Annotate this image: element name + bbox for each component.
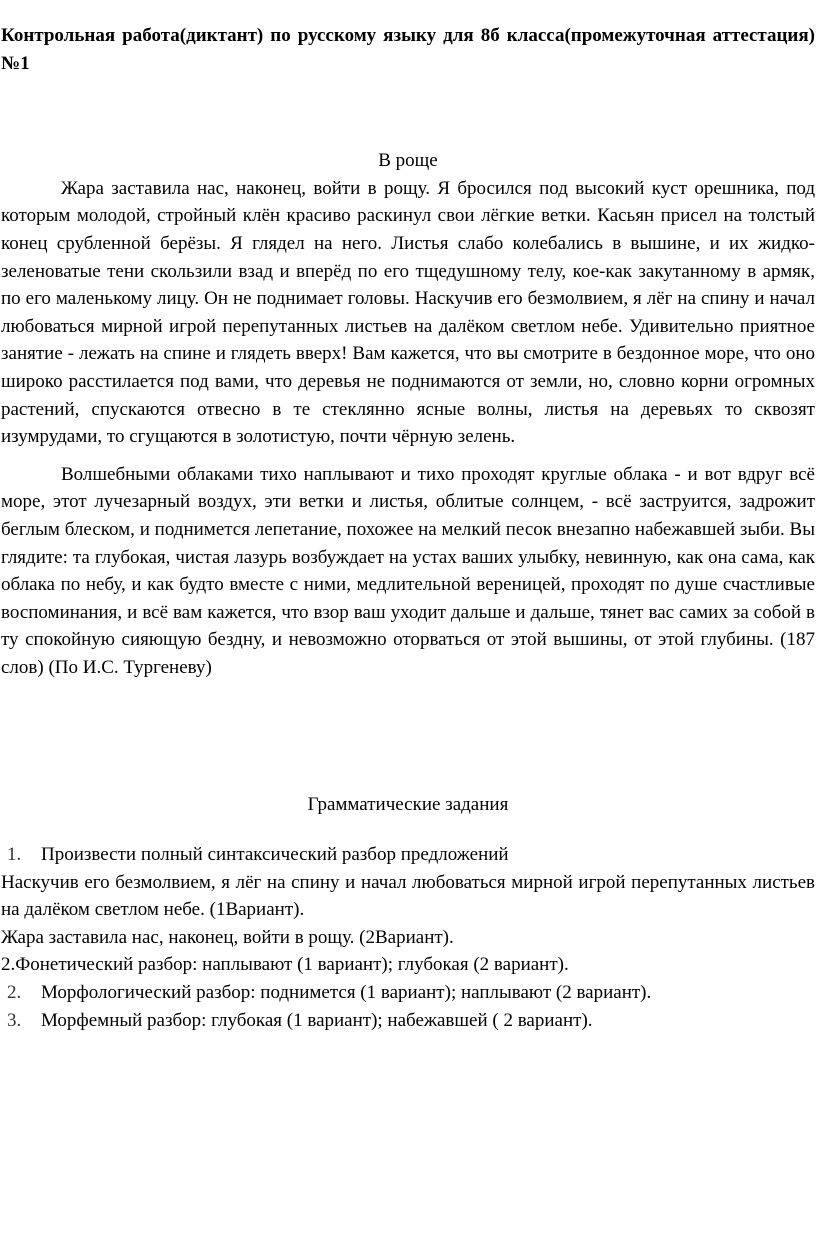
dictation-paragraph-1: Жара заставила нас, наконец, войти в рощу. Я бросился под высокий куст орешника, под которым молодой, стройный клён красиво раскинул свои лёгкие ветки. Касьян присел на толстый конец срубленной берёзы. Я глядел на него. Листья слабо колебались в вышине, и их жидко-зеленоватые тени скользили взад и вперёд по его тщедушному телу, кое-как закутанному в армяк, по его маленькому лицу. Он не поднимает головы. Наскучив его безмолвием, я лёг на спину и начал любоваться мирной игрой перепутанных листьев на далёком светлом небе. Удивительно приятное занятие - лежать на спине и глядеть вверх! Вам кажется, что вы смотрите в бездонное море, что оно широко расстилается под вами, что деревья не поднимаются от земли, но, словно корни огромных растений, спускаются отвесно в те стеклянно ясные волны, листья на деревьях то сквозят изумрудами, то сгущаются в золотистую, почти чёрную зелень. bbox=[1, 177, 815, 448]
dictation-paragraph-2: Волшебными облаками тихо наплывают и тихо проходят круглые облака - и вот вдруг всё море, этот лучезарный воздух, эти ветки и листья, облитые солнцем, - всё заструится, задрожит беглым блеском, и поднимется лепетание, похожее на мелкий песок внезапно набежавшей зыби. Вы глядите: та глубокая, чистая лазурь возбуждает на устах ваших улыбку, невинную, как она сама, как облака по небу, и как будто вместе с ними, медлительной вереницей, проходят по душе счастливые воспоминания, и всё вам кажется, что взор ваш уходит дальше и дальше, тянет вас самих за собой в ту спокойную сияющую бездну, и невозможно оторваться от этой вышины, от этой глубины. (187 слов) (По И.С. Тургеневу) bbox=[1, 463, 815, 678]
dictation-title: В роще bbox=[378, 150, 438, 172]
task-number: 2. bbox=[7, 982, 22, 1004]
document-heading: Контрольная работа(диктант) по русскому языку для 8б класса(промежуточная аттестация) №1 bbox=[1, 25, 815, 74]
task-sentence-variant-2: Жара заставила нас, наконец, войти в рощу. (2Вариант). bbox=[1, 926, 454, 948]
task-item-morphological bbox=[1, 979, 815, 1007]
task-item-morphemic bbox=[1, 1007, 815, 1035]
task-sentence-variant-1: Наскучив его безмолвием, я лёг на спину и начал любоваться мирной игрой перепутанных листьев на далёком светлом небе. (1Вариант). bbox=[1, 871, 815, 921]
grammar-tasks-title: Грамматические задания bbox=[307, 794, 509, 816]
task-text: Морфемный разбор: глубокая (1 вариант); набежавшей ( 2 вариант). bbox=[41, 1009, 593, 1031]
task-number: 1. bbox=[7, 844, 22, 866]
task-item-phonetic: 2.Фонетический разбор: наплывают (1 вариант); глубокая (2 вариант). bbox=[1, 954, 569, 976]
task-item-syntax bbox=[1, 841, 815, 869]
task-text: Произвести полный синтаксический разбор предложений bbox=[41, 844, 509, 866]
task-text: Морфологический разбор: поднимется (1 вариант); наплывают (2 вариант). bbox=[41, 982, 652, 1004]
task-number: 3. bbox=[7, 1009, 22, 1031]
grammar-tasks-list bbox=[1, 841, 815, 1034]
